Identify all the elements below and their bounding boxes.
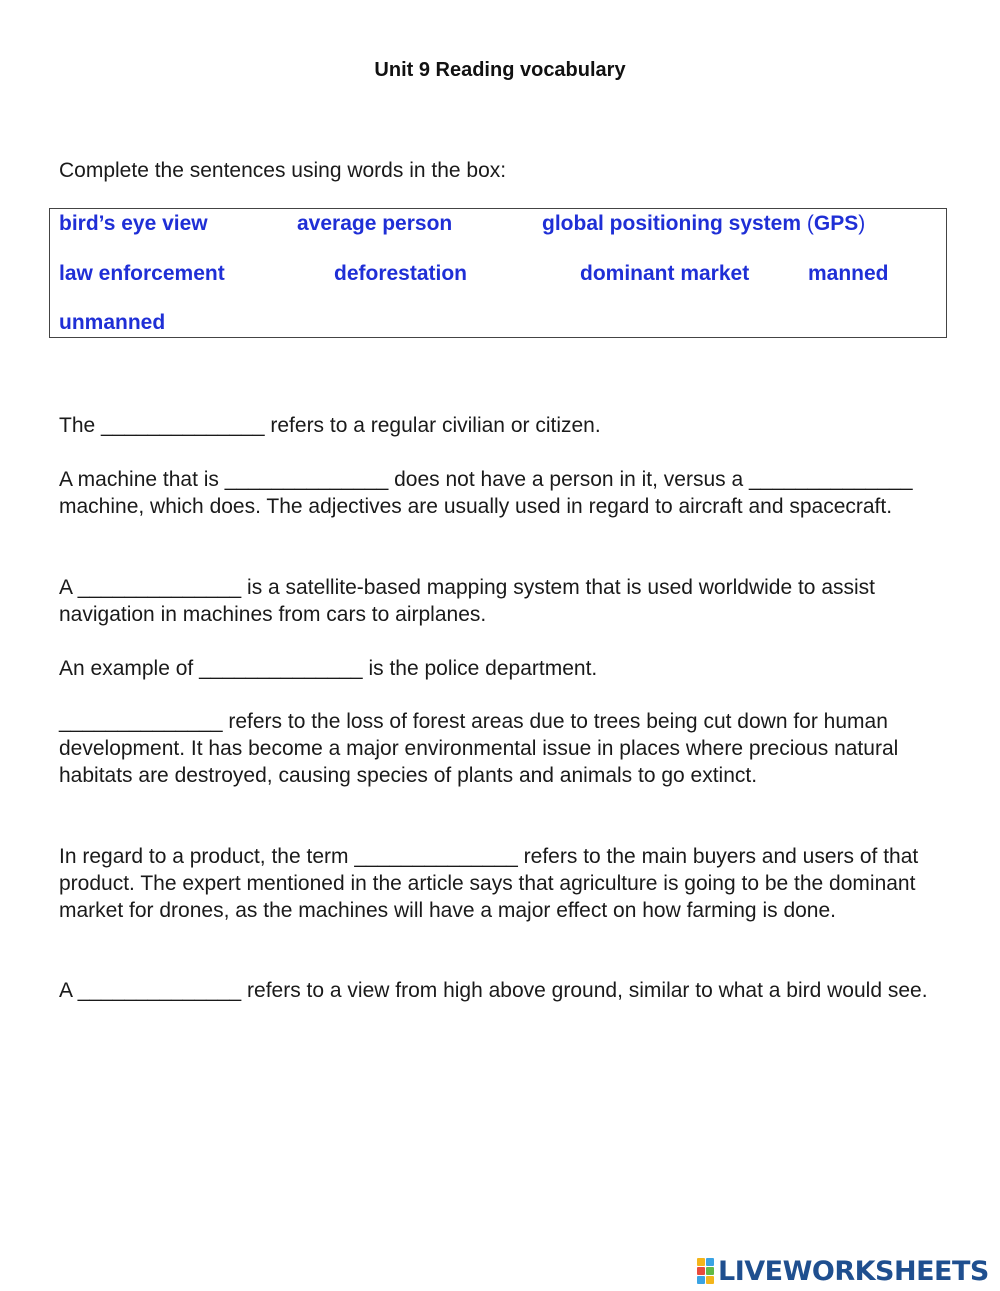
sentence-3 [59,574,939,628]
sentence-2-before: A machine that is [59,468,225,491]
sentence-7-before: A [59,979,78,1002]
sentence-5-after: refers to the loss of forest areas due to trees being cut down for human development. It has become a major environmental issue in places where precious natural habitats are destroyed, causing species of plants and animals to go extinct. [59,710,899,787]
sentence-2 [59,466,939,520]
sentence-6-after: refers to the main buyers and users of that product. The expert mentioned in the article says that agriculture is going to be the dominant market for drones, as the machines will have a major effect on how farming is done. [59,845,919,922]
sentence-6-before: In regard to a product, the term [59,845,355,868]
word-box [49,208,947,338]
sentence-3-before: A [59,576,78,599]
sentence-3-after: is a satellite-based mapping system that is used worldwide to assist navigation in machines from cars to airplanes. [59,576,875,626]
word-gps [542,212,865,236]
sentence-1 [59,412,939,439]
answer-blank-5[interactable]: ______________ [199,657,363,680]
liveworksheets-logo-text: LIVEWORKSHEETS [718,1255,989,1287]
word-gps-main: global positioning system [542,212,802,235]
word-law-enforcement: law enforcement [59,262,225,285]
sentence-1-before: The [59,414,102,437]
sentence-7 [59,977,939,1004]
sentence-6 [59,843,939,924]
sentence-7-after: refers to a view from high above ground, similar to what a bird would see. [241,979,928,1002]
worksheet-title: Unit 9 Reading vocabulary [374,59,626,81]
sentence-2-after: machine, which does. The adjectives are usually used in regard to aircraft and spacecraft. [59,495,893,518]
liveworksheets-logo [697,1255,997,1287]
answer-blank-6[interactable]: ______________ [59,710,223,733]
sentence-4 [59,655,939,682]
word-unmanned: unmanned [59,311,166,334]
word-deforestation: deforestation [334,262,468,285]
word-average-person: average person [297,212,453,235]
word-manned: manned [808,262,889,285]
answer-blank-1[interactable]: ______________ [101,414,265,437]
sentence-2-middle: does not have a person in it, versus a [388,468,749,491]
sentence-5 [59,708,939,789]
word-gps-open: ( [806,212,814,235]
word-birds-eye-view: bird’s eye view [59,212,208,235]
liveworksheets-logo-icon [697,1258,714,1284]
word-dominant-market: dominant market [580,262,750,285]
word-gps-close: ) [858,212,866,235]
answer-blank-3[interactable]: ______________ [749,468,913,491]
word-gps-abbr: GPS [813,212,859,235]
sentence-1-after: refers to a regular civilian or citizen. [264,414,601,437]
sentence-4-after: is the police department. [362,657,598,680]
answer-blank-4[interactable]: ______________ [77,576,242,599]
answer-blank-8[interactable]: ______________ [77,979,242,1002]
answer-blank-2[interactable]: ______________ [224,468,389,491]
sentence-4-before: An example of [59,657,200,680]
instruction-text: Complete the sentences using words in the box: [59,159,507,182]
answer-blank-7[interactable]: ______________ [354,845,518,868]
